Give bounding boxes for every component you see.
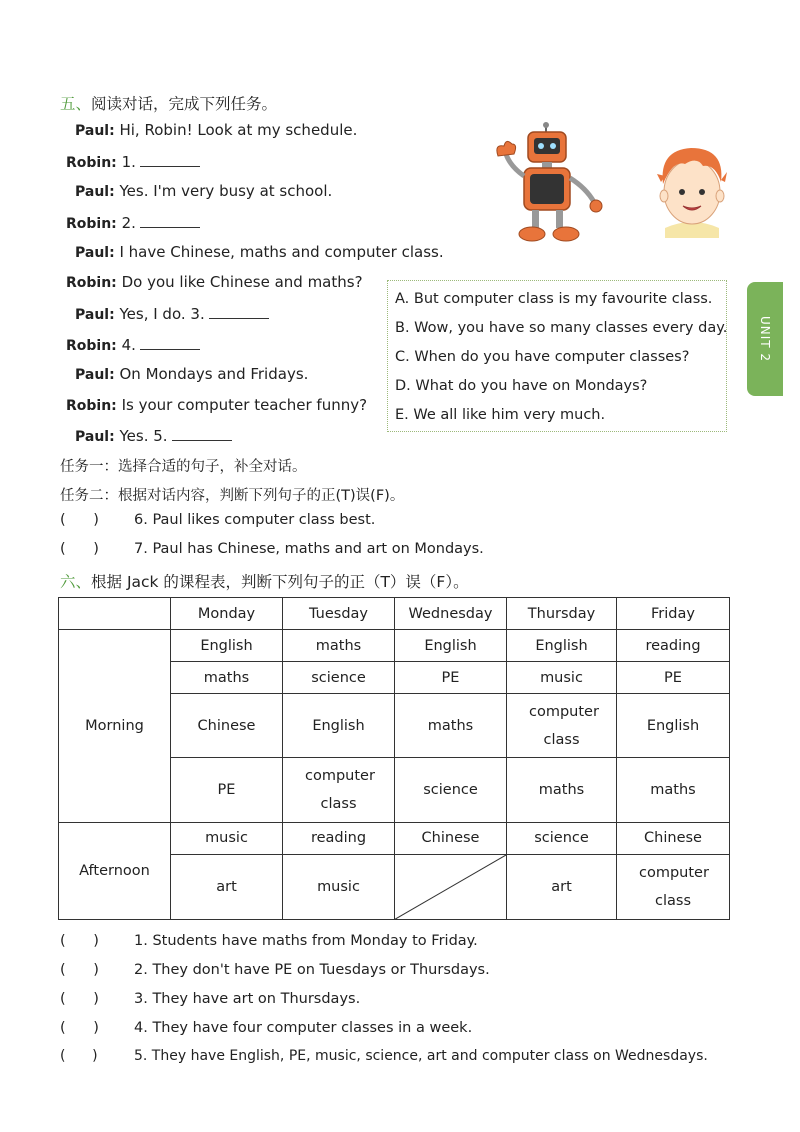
tf-item <box>60 962 490 978</box>
answer-paren[interactable]: ( ) <box>60 933 99 949</box>
answer-blank[interactable] <box>140 213 200 228</box>
dialogue-text: 1. <box>121 153 136 171</box>
dialogue-line <box>66 213 200 232</box>
section6-heading <box>60 570 469 592</box>
option-a: A. But computer class is my favourite class. <box>395 291 713 307</box>
table-cell: reading <box>283 822 395 854</box>
table-cell: maths <box>283 630 395 662</box>
table-cell: English <box>395 630 507 662</box>
task2-instruction: 任务二：根据对话内容，判断下列句子的正(T)误(F)。 <box>60 488 405 504</box>
table-cell: Chinese <box>395 822 507 854</box>
table-cell: PE <box>617 662 730 694</box>
section5-number: 五、 <box>60 95 92 113</box>
dialogue-line <box>75 426 232 445</box>
speaker-label: Robin: <box>66 216 117 232</box>
answer-paren[interactable]: ( ) <box>60 962 99 978</box>
answer-paren[interactable]: ( ) <box>60 991 99 1007</box>
speaker-label: Robin: <box>66 275 117 291</box>
speaker-label: Robin: <box>66 155 117 171</box>
answer-blank[interactable] <box>172 426 232 441</box>
speaker-label: Robin: <box>66 398 117 414</box>
tf-item <box>60 1048 708 1064</box>
table-cell: maths <box>171 662 283 694</box>
table-cell: computer class <box>283 758 395 822</box>
tf-statement: 1. Students have maths from Monday to Friday. <box>134 933 478 949</box>
dialogue-line <box>66 396 367 414</box>
empty-slot-cell <box>395 854 507 919</box>
table-cell: music <box>507 662 617 694</box>
table-row <box>59 822 730 854</box>
table-cell: science <box>395 758 507 822</box>
tf-statement: 4. They have four computer classes in a week. <box>134 1020 473 1036</box>
speaker-label: Paul: <box>75 307 115 323</box>
dialogue-line <box>66 335 200 354</box>
option-d: D. What do you have on Mondays? <box>395 378 648 394</box>
day-header: Wednesday <box>395 598 507 630</box>
section5-title: 阅读对话，完成下列任务。 <box>91 95 278 113</box>
answer-paren[interactable]: ( ) <box>60 541 99 557</box>
answer-paren[interactable]: ( ) <box>60 1048 98 1064</box>
answer-blank[interactable] <box>140 152 200 167</box>
dialogue-line <box>75 365 308 383</box>
speaker-label: Paul: <box>75 184 115 200</box>
table-cell: computer class <box>507 694 617 758</box>
answer-paren[interactable]: ( ) <box>60 1020 99 1036</box>
tf-item <box>60 933 478 949</box>
section5-heading <box>60 92 277 114</box>
dialogue-text: Yes, I do. 3. <box>119 305 205 323</box>
option-e: E. We all like him very much. <box>395 407 606 423</box>
dialogue-line <box>66 152 200 171</box>
tf-item <box>60 991 360 1007</box>
dialogue-text: 4. <box>121 336 136 354</box>
dialogue-line <box>75 243 444 261</box>
tf-item <box>60 541 484 557</box>
table-cell: art <box>507 854 617 919</box>
diagonal-line <box>395 855 506 919</box>
table-row <box>59 630 730 662</box>
answer-blank[interactable] <box>209 304 269 319</box>
table-cell: English <box>283 694 395 758</box>
day-header: Friday <box>617 598 730 630</box>
table-cell: PE <box>395 662 507 694</box>
section6-title: 根据 Jack 的课程表，判断下列句子的正（T）误（F）。 <box>91 573 469 591</box>
corner-cell <box>59 598 171 630</box>
table-cell: art <box>171 854 283 919</box>
tf-statement: 2. They don't have PE on Tuesdays or Thursdays. <box>134 962 490 978</box>
dialogue-text: Do you like Chinese and maths? <box>121 273 363 291</box>
dialogue-text: 2. <box>121 214 136 232</box>
option-c: C. When do you have computer classes? <box>395 349 690 365</box>
table-cell: maths <box>507 758 617 822</box>
header-row <box>59 598 730 630</box>
speaker-label: Paul: <box>75 123 115 139</box>
tf-statement: 3. They have art on Thursdays. <box>134 991 361 1007</box>
speaker-label: Paul: <box>75 245 115 261</box>
dialogue-text: I have Chinese, maths and computer class. <box>119 243 444 261</box>
day-header: Monday <box>171 598 283 630</box>
boy-illustration <box>655 142 729 238</box>
speaker-label: Paul: <box>75 429 115 445</box>
table-cell: computer class <box>617 854 730 919</box>
speaker-label: Robin: <box>66 338 117 354</box>
dialogue-line <box>75 304 269 323</box>
answer-paren[interactable]: ( ) <box>60 512 99 528</box>
table-cell: English <box>171 630 283 662</box>
unit-tab-label: UNIT 2 <box>758 315 772 363</box>
day-header: Tuesday <box>283 598 395 630</box>
options-box <box>387 280 727 432</box>
tf-statement: 6. Paul likes computer class best. <box>134 512 376 528</box>
table-cell: PE <box>171 758 283 822</box>
table-cell: music <box>171 822 283 854</box>
day-header: Thursday <box>507 598 617 630</box>
table-cell: reading <box>617 630 730 662</box>
schedule-table <box>58 597 730 920</box>
morning-label: Morning <box>59 630 171 823</box>
dialogue-text: Yes. 5. <box>119 427 168 445</box>
dialogue-text: Is your computer teacher funny? <box>121 396 368 414</box>
tf-statement: 7. Paul has Chinese, maths and art on Mondays. <box>134 541 484 557</box>
table-cell: English <box>617 694 730 758</box>
tf-statement: 5. They have English, PE, music, science, art and computer class on Wednesdays. <box>134 1048 708 1064</box>
unit-side-tab[interactable] <box>747 282 783 396</box>
answer-blank[interactable] <box>140 335 200 350</box>
table-cell: maths <box>395 694 507 758</box>
option-b: B. Wow, you have so many classes every day. <box>395 320 728 336</box>
table-cell: science <box>283 662 395 694</box>
robot-illustration <box>488 122 608 246</box>
table-cell: English <box>507 630 617 662</box>
table-cell: maths <box>617 758 730 822</box>
dialogue-text: Yes. I'm very busy at school. <box>119 182 333 200</box>
dialogue-line <box>75 121 357 139</box>
dialogue-line <box>75 182 332 200</box>
table-cell: music <box>283 854 395 919</box>
table-cell: Chinese <box>171 694 283 758</box>
table-cell: science <box>507 822 617 854</box>
dialogue-line <box>66 273 363 291</box>
section6-number: 六、 <box>60 573 92 591</box>
table-cell: Chinese <box>617 822 730 854</box>
dialogue-text: On Mondays and Fridays. <box>119 365 309 383</box>
afternoon-label: Afternoon <box>59 822 171 919</box>
tf-item <box>60 512 375 528</box>
speaker-label: Paul: <box>75 367 115 383</box>
dialogue-text: Hi, Robin! Look at my schedule. <box>119 121 358 139</box>
tf-item <box>60 1020 472 1036</box>
task1-instruction: 任务一：选择合适的句子，补全对话。 <box>60 459 307 475</box>
